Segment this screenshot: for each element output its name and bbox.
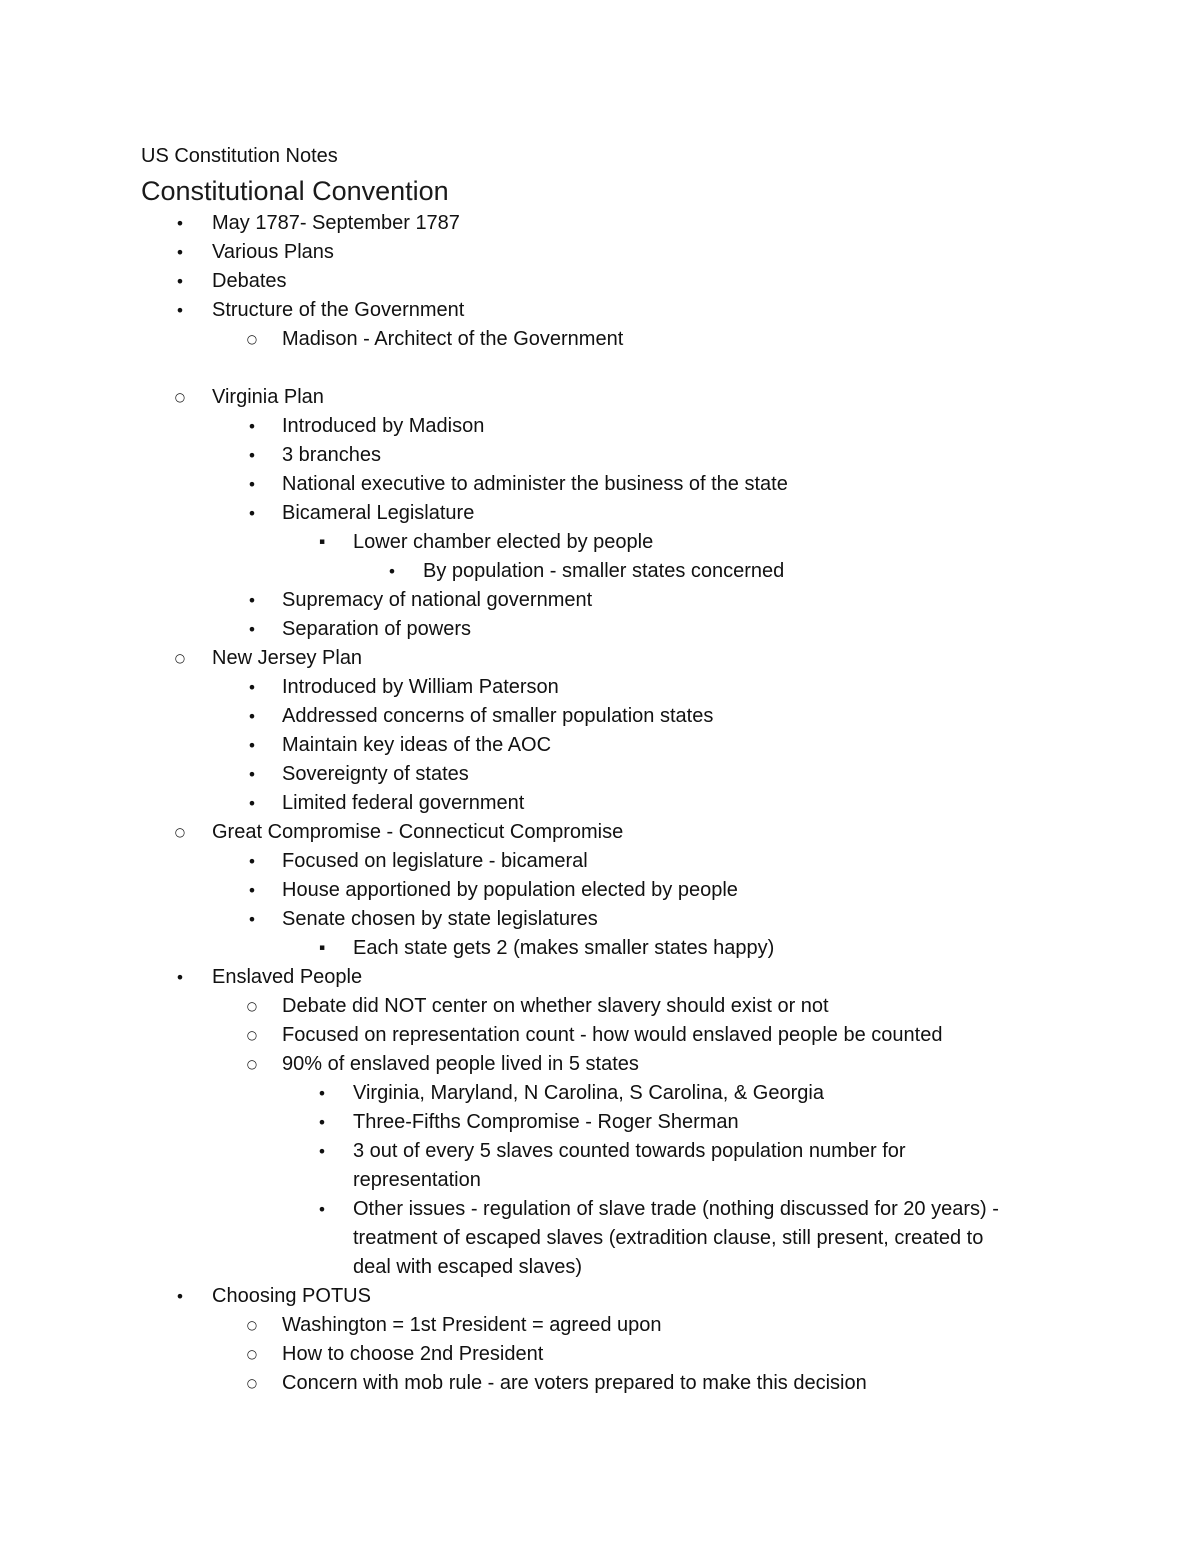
list-item: [0, 267, 1200, 296]
list-item-text: Focused on representation count - how would enslaved people be counted: [282, 1024, 943, 1046]
list-item-text: Madison - Architect of the Government: [282, 328, 624, 350]
list-item-text: 90% of enslaved people lived in 5 states: [282, 1053, 639, 1075]
list-item-text: Virginia, Maryland, N Carolina, S Carolina, & Georgia: [353, 1082, 824, 1104]
list-item-text: Structure of the Government: [212, 299, 465, 321]
list-item-text: Sovereignty of states: [282, 763, 469, 785]
list-item: [0, 1282, 1200, 1311]
list-item-text: Each state gets 2 (makes smaller states happy): [353, 937, 775, 959]
list-item: [0, 1137, 1200, 1166]
list-item: [0, 441, 1200, 470]
list-item-text: Introduced by William Paterson: [282, 676, 559, 698]
disc-bullet-icon: •: [247, 794, 257, 813]
list-item: [0, 847, 1200, 876]
list-item: [0, 209, 1200, 238]
list-item: [0, 760, 1200, 789]
list-item-text: Virginia Plan: [212, 386, 324, 408]
list-item-text: Focused on legislature - bicameral: [282, 850, 588, 872]
disc-bullet-icon: •: [175, 243, 185, 262]
circle-bullet-icon: ○: [174, 390, 186, 404]
disc-bullet-icon: •: [247, 852, 257, 871]
list-item-text: Maintain key ideas of the AOC: [282, 734, 552, 756]
list-item: [0, 789, 1200, 818]
circle-bullet-icon: ○: [246, 1347, 258, 1361]
disc-bullet-icon: •: [175, 1287, 185, 1306]
list-item-continuation: [0, 1166, 1200, 1195]
list-item-text: National executive to administer the business of the state: [282, 473, 788, 495]
list-item: [0, 586, 1200, 615]
blank-line: [0, 354, 1200, 383]
list-item: [0, 963, 1200, 992]
list-item: [0, 673, 1200, 702]
disc-bullet-icon: •: [387, 562, 397, 581]
list-item-text: Other issues - regulation of slave trade (nothing discussed for 20 years) -: [353, 1198, 999, 1220]
list-item: [0, 731, 1200, 760]
list-item-text: deal with escaped slaves): [353, 1256, 583, 1278]
disc-bullet-icon: •: [317, 1113, 327, 1132]
disc-bullet-icon: •: [247, 736, 257, 755]
disc-bullet-icon: •: [175, 214, 185, 233]
circle-bullet-icon: ○: [174, 651, 186, 665]
list-item-continuation: [0, 1253, 1200, 1282]
list-item-text: 3 out of every 5 slaves counted towards population number for: [353, 1140, 906, 1162]
list-item: [0, 1195, 1200, 1224]
list-item-text: treatment of escaped slaves (extradition clause, still present, created to: [353, 1227, 984, 1249]
list-item: [0, 934, 1200, 963]
list-item: [0, 905, 1200, 934]
document-title: US Constitution Notes: [141, 145, 338, 167]
list-item-text: Choosing POTUS: [212, 1285, 371, 1307]
disc-bullet-icon: •: [317, 1200, 327, 1219]
list-item: [0, 1079, 1200, 1108]
list-item-text: Enslaved People: [212, 966, 363, 988]
list-item: [0, 615, 1200, 644]
list-item: [0, 1311, 1200, 1340]
disc-bullet-icon: •: [247, 475, 257, 494]
list-item: [0, 557, 1200, 586]
list-item: [0, 383, 1200, 412]
disc-bullet-icon: •: [175, 968, 185, 987]
list-item-text: Introduced by Madison: [282, 415, 485, 437]
list-item: [0, 1050, 1200, 1079]
list-item-text: Separation of powers: [282, 618, 472, 640]
list-item-text: Addressed concerns of smaller population states: [282, 705, 714, 727]
list-item: [0, 1021, 1200, 1050]
list-item-text: New Jersey Plan: [212, 647, 363, 669]
circle-bullet-icon: ○: [174, 825, 186, 839]
square-bullet-icon: ▪: [318, 537, 326, 547]
list-item-text: representation: [353, 1169, 481, 1191]
square-bullet-icon: ▪: [318, 943, 326, 953]
list-item: [0, 499, 1200, 528]
disc-bullet-icon: •: [247, 417, 257, 436]
disc-bullet-icon: •: [247, 504, 257, 523]
list-item-continuation: [0, 1224, 1200, 1253]
list-item: [0, 818, 1200, 847]
circle-bullet-icon: ○: [246, 1028, 258, 1042]
circle-bullet-icon: ○: [246, 1318, 258, 1332]
list-item: [0, 470, 1200, 499]
disc-bullet-icon: •: [317, 1084, 327, 1103]
list-item: [0, 325, 1200, 354]
list-item-text: Debates: [212, 270, 287, 292]
disc-bullet-icon: •: [175, 301, 185, 320]
list-item: [0, 412, 1200, 441]
disc-bullet-icon: •: [247, 678, 257, 697]
disc-bullet-icon: •: [247, 591, 257, 610]
disc-bullet-icon: •: [247, 881, 257, 900]
list-item-text: Limited federal government: [282, 792, 525, 814]
list-item-text: Concern with mob rule - are voters prepared to make this decision: [282, 1372, 867, 1394]
list-item-text: Great Compromise - Connecticut Compromise: [212, 821, 624, 843]
list-item-text: Bicameral Legislature: [282, 502, 475, 524]
list-item-text: Supremacy of national government: [282, 589, 593, 611]
list-item-text: 3 branches: [282, 444, 381, 466]
list-item: [0, 702, 1200, 731]
circle-bullet-icon: ○: [246, 1376, 258, 1390]
list-item: [0, 876, 1200, 905]
disc-bullet-icon: •: [317, 1142, 327, 1161]
list-item: [0, 1340, 1200, 1369]
circle-bullet-icon: ○: [246, 332, 258, 346]
list-item: [0, 528, 1200, 557]
disc-bullet-icon: •: [247, 910, 257, 929]
list-item-text: House apportioned by population elected by people: [282, 879, 738, 901]
list-item: [0, 1369, 1200, 1398]
list-item-text: Three-Fifths Compromise - Roger Sherman: [353, 1111, 739, 1133]
list-item-text: Debate did NOT center on whether slavery should exist or not: [282, 995, 829, 1017]
list-item-text: Various Plans: [212, 241, 334, 263]
list-item-text: Lower chamber elected by people: [353, 531, 654, 553]
list-item: [0, 992, 1200, 1021]
disc-bullet-icon: •: [247, 446, 257, 465]
list-item: [0, 296, 1200, 325]
notes-outline: [0, 209, 1200, 1398]
list-item-text: How to choose 2nd President: [282, 1343, 544, 1365]
list-item: [0, 644, 1200, 673]
list-item-text: Senate chosen by state legislatures: [282, 908, 598, 930]
list-item-text: May 1787- September 1787: [212, 212, 460, 234]
section-heading: Constitutional Convention: [141, 176, 449, 206]
disc-bullet-icon: •: [247, 765, 257, 784]
circle-bullet-icon: ○: [246, 1057, 258, 1071]
list-item: [0, 1108, 1200, 1137]
disc-bullet-icon: •: [175, 272, 185, 291]
list-item-text: Washington = 1st President = agreed upon: [282, 1314, 662, 1336]
disc-bullet-icon: •: [247, 707, 257, 726]
list-item-text: By population - smaller states concerned: [423, 560, 785, 582]
circle-bullet-icon: ○: [246, 999, 258, 1013]
disc-bullet-icon: •: [247, 620, 257, 639]
list-item: [0, 238, 1200, 267]
